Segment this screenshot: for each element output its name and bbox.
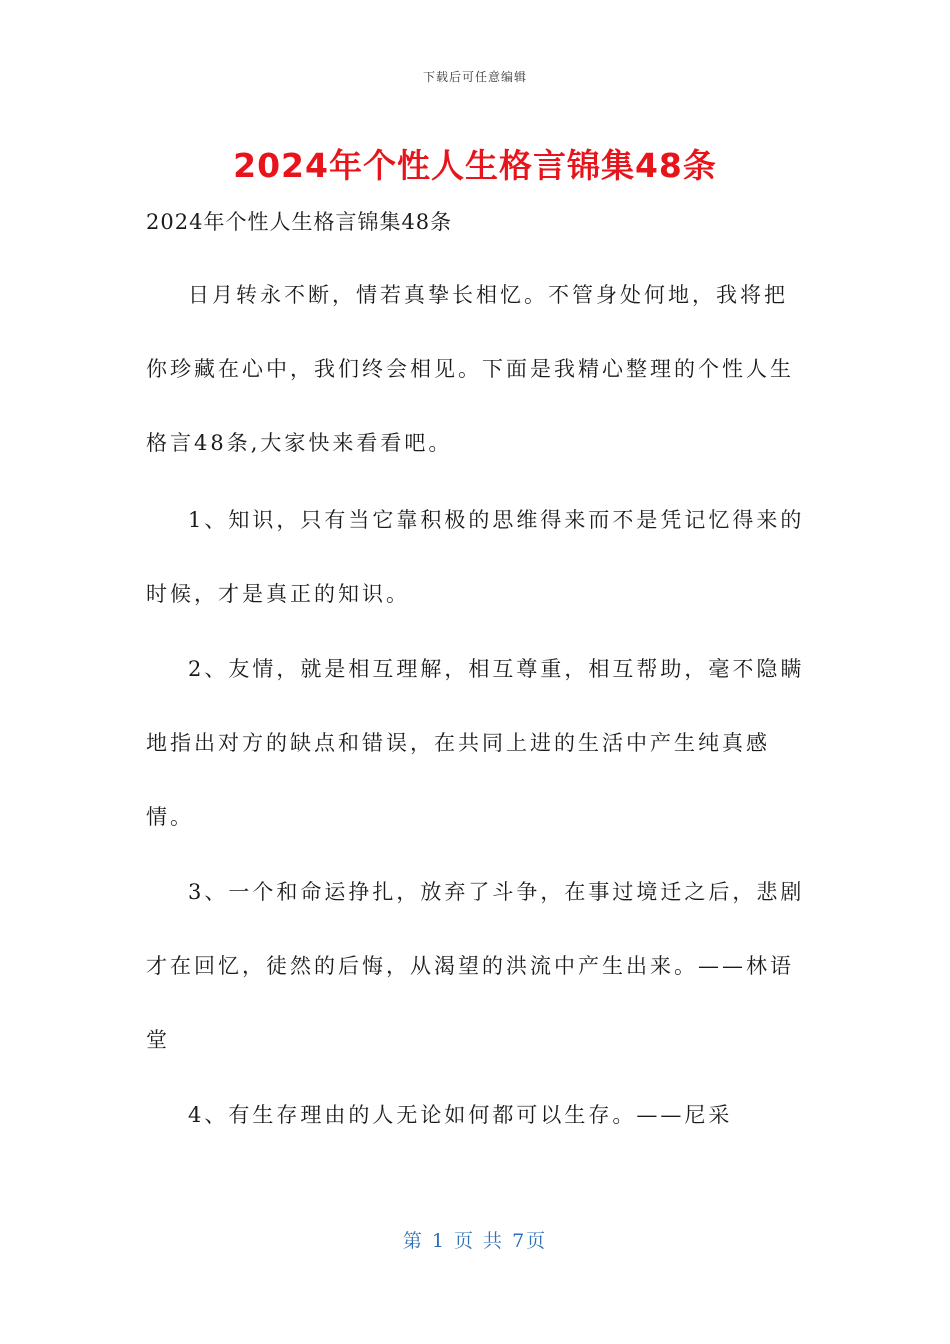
document-subtitle: 2024年个性人生格言锦集48条 [146, 210, 453, 234]
paragraph-intro: 日月转永不断，情若真挚长相忆。不管身处何地，我将把你珍藏在心中，我们终会相见。下面是我精心整理的个性人生格言48条,大家快来看看吧。 [146, 283, 794, 455]
paragraph-quote-4: 4、有生存理由的人无论如何都可以生存。——尼采 [188, 1103, 733, 1127]
header-note: 下载后可任意编辑 [422, 70, 527, 84]
paragraph-quote-2: 2、友情，就是相互理解，相互尊重，相互帮助，毫不隐瞒地指出对方的缺点和错误，在共同上进的生活中产生纯真感情。 [146, 657, 805, 829]
document-title: 2024年个性人生格言锦集48条 [233, 146, 717, 185]
paragraph-quote-3: 3、一个和命运挣扎，放弃了斗争，在事过境迁之后，悲剧才在回忆，徒然的后悔，从渴望的洪流中产生出来。——林语堂 [146, 880, 805, 1052]
page-indicator: 第 1 页 共 7页 [402, 1230, 548, 1252]
paragraph-quote-1: 1、知识，只有当它靠积极的思维得来而不是凭记忆得来的时候，才是真正的知识。 [146, 508, 805, 606]
